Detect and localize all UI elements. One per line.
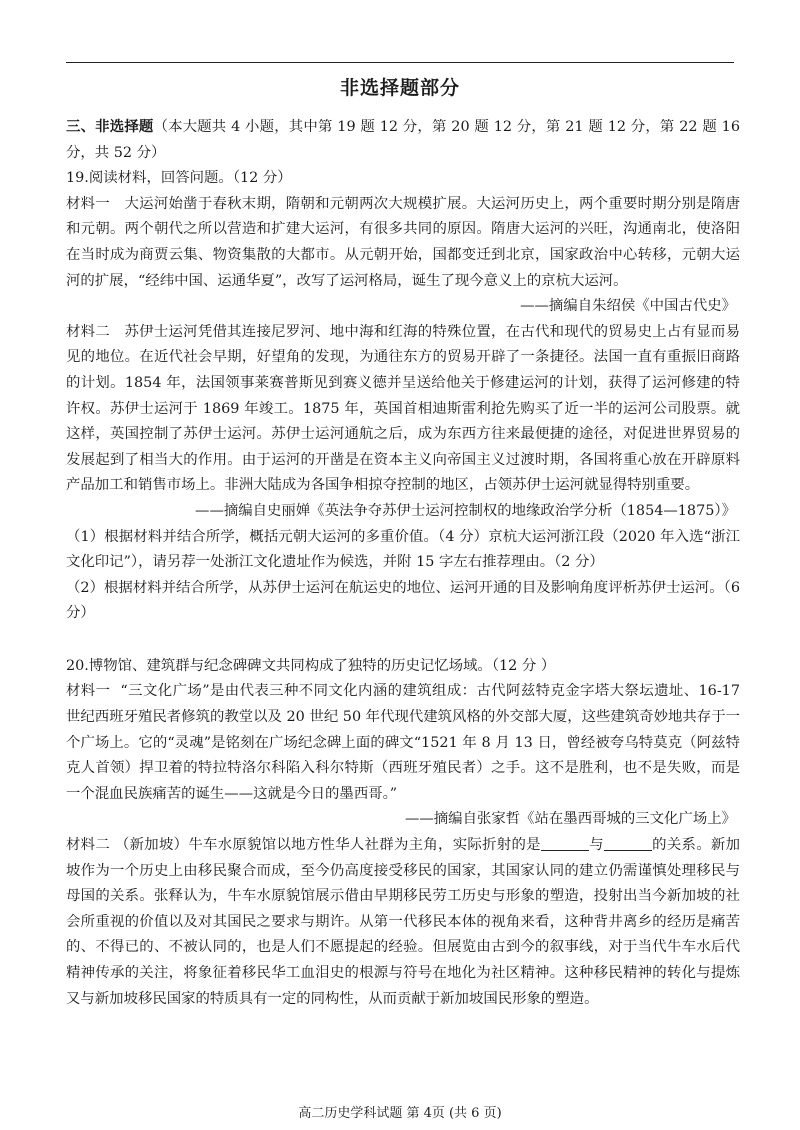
page-title: 非选择题部分 xyxy=(339,77,460,99)
q20-m2-pre: （新加坡）牛车水原貌馆以地方性华人社群为主角，实际折射的是 xyxy=(114,837,541,854)
q20-m1-label: 材料一 xyxy=(66,683,111,700)
q19-sub-question-2: （2）根据材料并结合所学，从苏伊士运河在航运史的地位、运河开通的目及影响角度评析苏伊士运河。（6 分） xyxy=(66,579,740,622)
q19-m1-source: ——摘编自朱绍侯《中国古代史》 xyxy=(520,298,736,315)
q19-m2-label: 材料二 xyxy=(66,323,110,340)
q20-stem: 20.博物馆、建筑群与纪念碑碑文共同构成了独特的历史记忆场域。（12 分 ） xyxy=(66,657,556,674)
q20-m2-post: 的关系。新加坡作为一个历史上由移民聚合而成，至今仍高度接受移民的国家，其国家认同的建立仍需谨慎处理移民与母国的关系。张释认为，牛车水原貌馆展示借由早期移民劳工历史与形象的塑造，投射出当今新加坡的社会所重视的价值以及对其国民之要求与期许。从第一代移民本体的视角来看，这种背井离乡的经历是痛苦的、不得已的、不被认同的，也是人们不愿提起的经验。但展览由古到今的叙事线，对于当代牛车水后代精神传承的关注，将象征着移民华工血泪史的根源与符号在地化为社区精神。这种移民精神的转化与提炼又与新加坡移民国家的特质具有一定的同构性，从而贡献于新加坡国民形象的塑造。 xyxy=(66,837,740,1007)
q19-material-1 xyxy=(66,192,740,294)
fill-in-blank-2 xyxy=(604,836,652,851)
q20-m2-mid: 与 xyxy=(588,837,604,854)
q19-stem: 19.阅读材料，回答问题。（12 分） xyxy=(66,170,292,187)
question-gap xyxy=(66,627,740,654)
document-body xyxy=(66,114,740,1012)
q19-material-2 xyxy=(66,320,740,499)
q19-m1-label: 材料一 xyxy=(66,195,110,212)
section-heading-note: （本大题共 4 小题，其中第 19 题 12 分，第 20 题 12 分，第 21 题 12 分，第 22 题 16 分，共 52 分） xyxy=(66,119,740,161)
q19-m1-text: 大运河始凿于春秋末期，隋朝和元朝两次大规模扩展。大运河历史上，两个重要时期分别是隋唐和元朝。两个朝代之所以营造和扩建大运河，有很多共同的原因。隋唐大运河的兴旺，沟通南北，使洛阳在当时成为商贾云集、物资集散的大都市。从元朝开始，国都变迁到北京，国家政治中心转移，元朝大运河的扩展，“经纬中国、运通华夏”，改写了运河格局，诞生了现今意义上的京杭大运河。 xyxy=(66,195,740,289)
q19-sub-question-1: （1）根据材料并结合所学，概括元朝大运河的多重价值。（4 分）京杭大运河浙江段（2020 年入选“浙江文化印记”），请另荐一处浙江文化遗址作为候选，并附 15 字左右推荐理由。（2 分） xyxy=(66,528,740,571)
page-footer: 高二历史学科试题 第 4页 (共 6 页) xyxy=(298,1106,502,1121)
section-heading xyxy=(66,114,740,166)
q19-m2-source: ——摘编自史丽婵《英法争夺苏伊士运河控制权的地缘政治学分析（1854—1875）》 xyxy=(195,502,736,519)
q20-material-1 xyxy=(66,679,740,807)
q20-m1-text: “三文化广场”是由代表三种不同文化内涵的建筑组成：古代阿兹特克金字塔大祭坛遗址、16-17 世纪西班牙殖民者修筑的教堂以及 20 世纪 50 年代现代建筑风格的外交部大厦，这些建筑奇妙地共存于一个广场上。它的“灵魂”是铭刻在广场纪念碑上面的碑文“1521 年 8 月 13 日，曾经被夸乌特莫克（阿兹特克人首领）捍卫着的特拉特洛尔科陷入科尔特斯（西班牙殖民者）之手。这不是胜利，也不是失败，而是一个混血民族痛苦的诞生——这就是今日的墨西哥。” xyxy=(66,683,740,802)
q19-m2-text: 苏伊士运河凭借其连接尼罗河、地中海和红海的特殊位置，在古代和现代的贸易史上占有显而易见的地位。在近代社会早期，好望角的发现，为通往东方的贸易开辟了一条捷径。法国一直有重振旧商路的计划。1854 年，法国领事莱赛普斯见到赛义德并呈送给他关于修建运河的计划，获得了运河修建的特许权。苏伊士运河于 1869 年竣工。1875 年，英国首相迪斯雷利抢先购买了近一半的运河公司股票。就这样，英国控制了苏伊士运河。苏伊士运河通航之后，成为东西方往来最便捷的途径，对促进世界贸易的发展起到了相当大的作用。由于运河的开凿是在资本主义向帝国主义过渡时期，各国将重心放在开辟原料产品加工和销售市场上。非洲大陆成为各国争相掠夺控制的地区，占领苏伊士运河就显得特别重要。 xyxy=(66,323,740,494)
section-heading-label: 三、非选择题 xyxy=(66,118,154,135)
q20-material-2 xyxy=(66,833,740,1012)
q20-m1-source: ——摘编自张家哲《站在墨西哥城的三文化广场上》 xyxy=(405,811,736,828)
q20-m2-label: 材料二 xyxy=(66,837,111,854)
top-rule xyxy=(66,62,734,63)
fill-in-blank-1 xyxy=(541,836,589,851)
